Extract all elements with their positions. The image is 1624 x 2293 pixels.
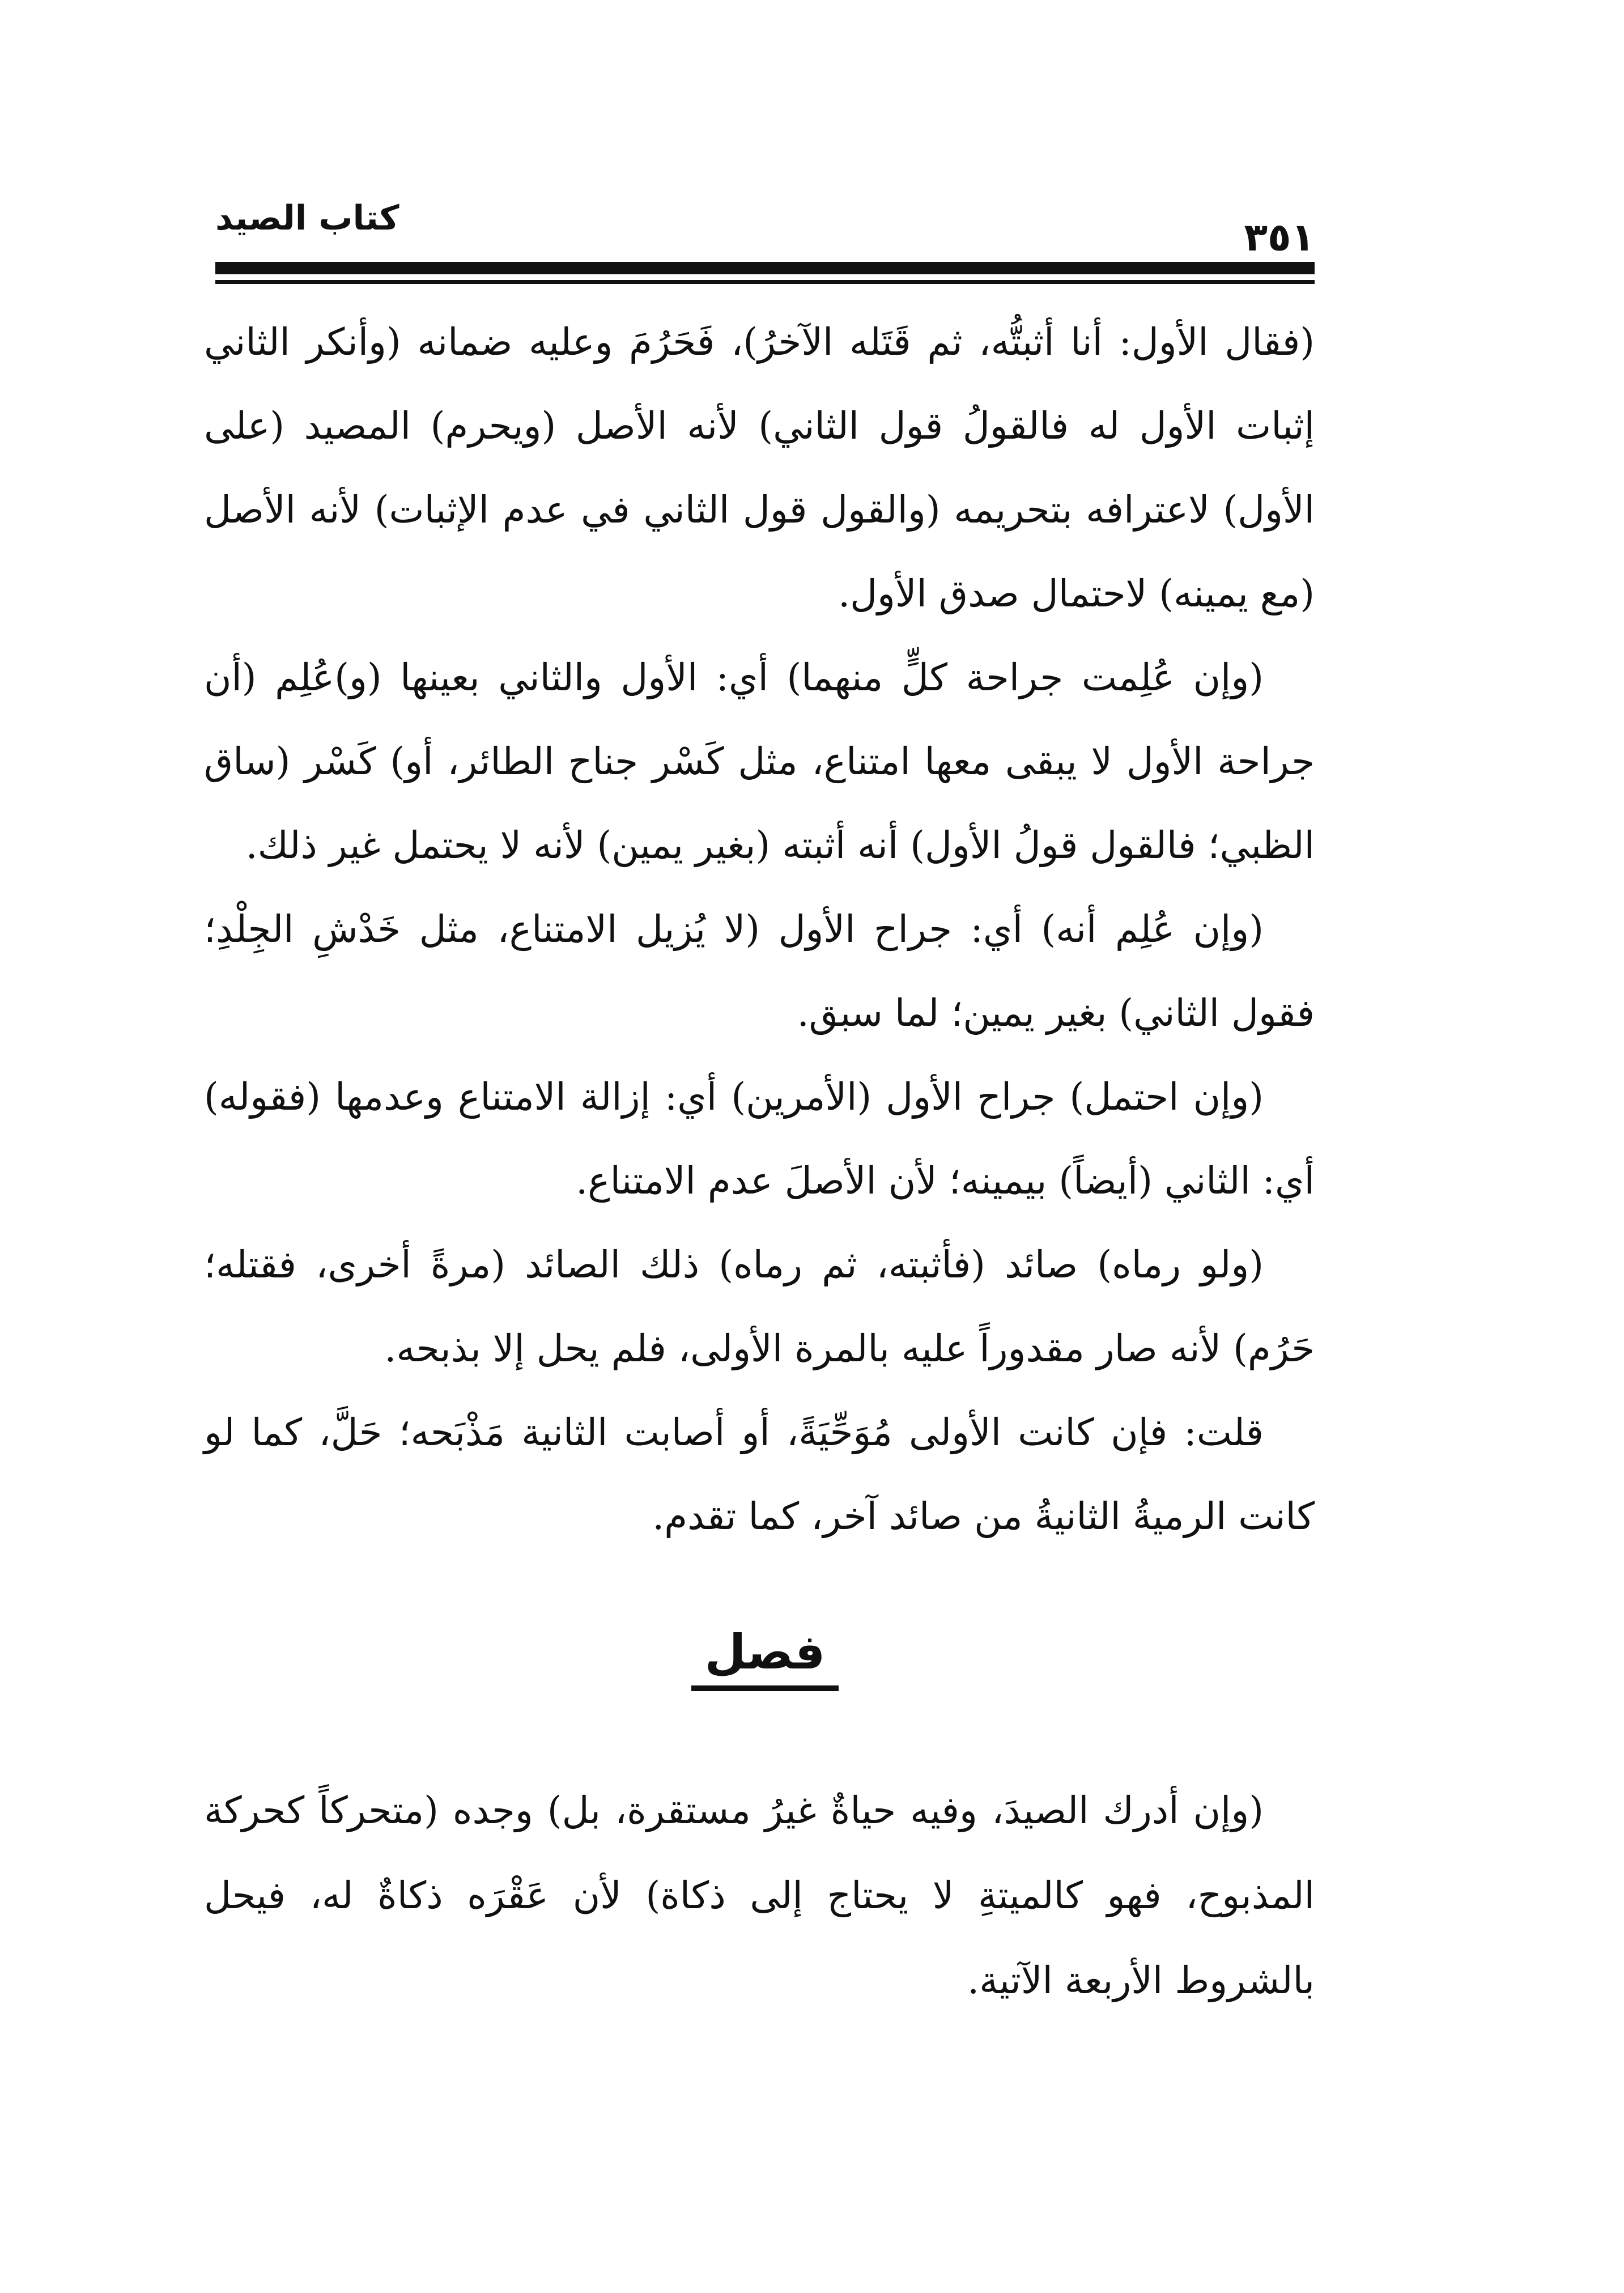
- header-rule-thick: [215, 262, 1315, 274]
- header-rule-thin: [215, 280, 1315, 284]
- book-title: كتاب الصيد: [215, 198, 399, 238]
- paragraph: (وإن احتمل) جراح الأول (الأمرين) أي: إزالة الامتناع وعدمها (فقوله) أي: الثاني (أيضاً) بيمينه؛ لأن الأصلَ عدم الامتناع.: [204, 1075, 1315, 1203]
- section-heading-label: فصل: [691, 1621, 839, 1691]
- section-text: [204, 1768, 1315, 2023]
- main-text: [204, 300, 1315, 1559]
- page-number: ٣٥١: [1244, 215, 1315, 260]
- paragraph: (وإن أدرك الصيدَ، وفيه حياةٌ غيرُ مستقرة، بل) وجده (متحركاً كحركة المذبوح، فهو كالميتةِ لا يحتاج إلى ذكاة) لأن عَقْرَه ذكاةٌ له، فيحل بالشروط الأربعة الآتية.: [204, 1789, 1315, 2002]
- paragraph: (وإن عُلِمت جراحة كلٍّ منهما) أي: الأول والثاني بعينها (و)عُلِم (أن جراحة الأول لا يبقى معها امتناع، مثل كَسْر جناح الطائر، أو) كَسْر (ساق الظبي؛ فالقول قولُ الأول) أنه أثبته (بغير يمين) لأنه لا يحتمل غير ذلك.: [204, 656, 1315, 867]
- paragraph: (ولو رماه) صائد (فأثبته، ثم رماه) ذلك الصائد (مرةً أخرى، فقتله؛ حَرُم) لأنه صار مقدوراً عليه بالمرة الأولى، فلم يحل إلا بذبحه.: [204, 1243, 1315, 1370]
- section-heading: [215, 1621, 1315, 1691]
- paragraph: (فقال الأول: أنا أثبتُّه، ثم قَتَله الآخرُ)، فَحَرُمَ وعليه ضمانه (وأنكر الثاني إثبات الأول له فالقولُ قول الثاني) لأنه الأصل (ويحرم) المصيد (على الأول) لاعترافه بتحريمه (والقول قول الثاني في عدم الإثبات) لأنه الأصل (مع يمينه) لاحتمال صدق الأول.: [204, 320, 1315, 615]
- paragraph: (وإن عُلِم أنه) أي: جراح الأول (لا يُزيل الامتناع، مثل خَدْشِ الجِلْدِ؛ فقول الثاني) بغير يمين؛ لما سبق.: [204, 907, 1315, 1035]
- paragraph: قلت: فإن كانت الأولى مُوَحِّيَةً، أو أصابت الثانية مَذْبَحه؛ حَلَّ، كما لو كانت الرميةُ الثانيةُ من صائد آخر، كما تقدم.: [204, 1411, 1315, 1538]
